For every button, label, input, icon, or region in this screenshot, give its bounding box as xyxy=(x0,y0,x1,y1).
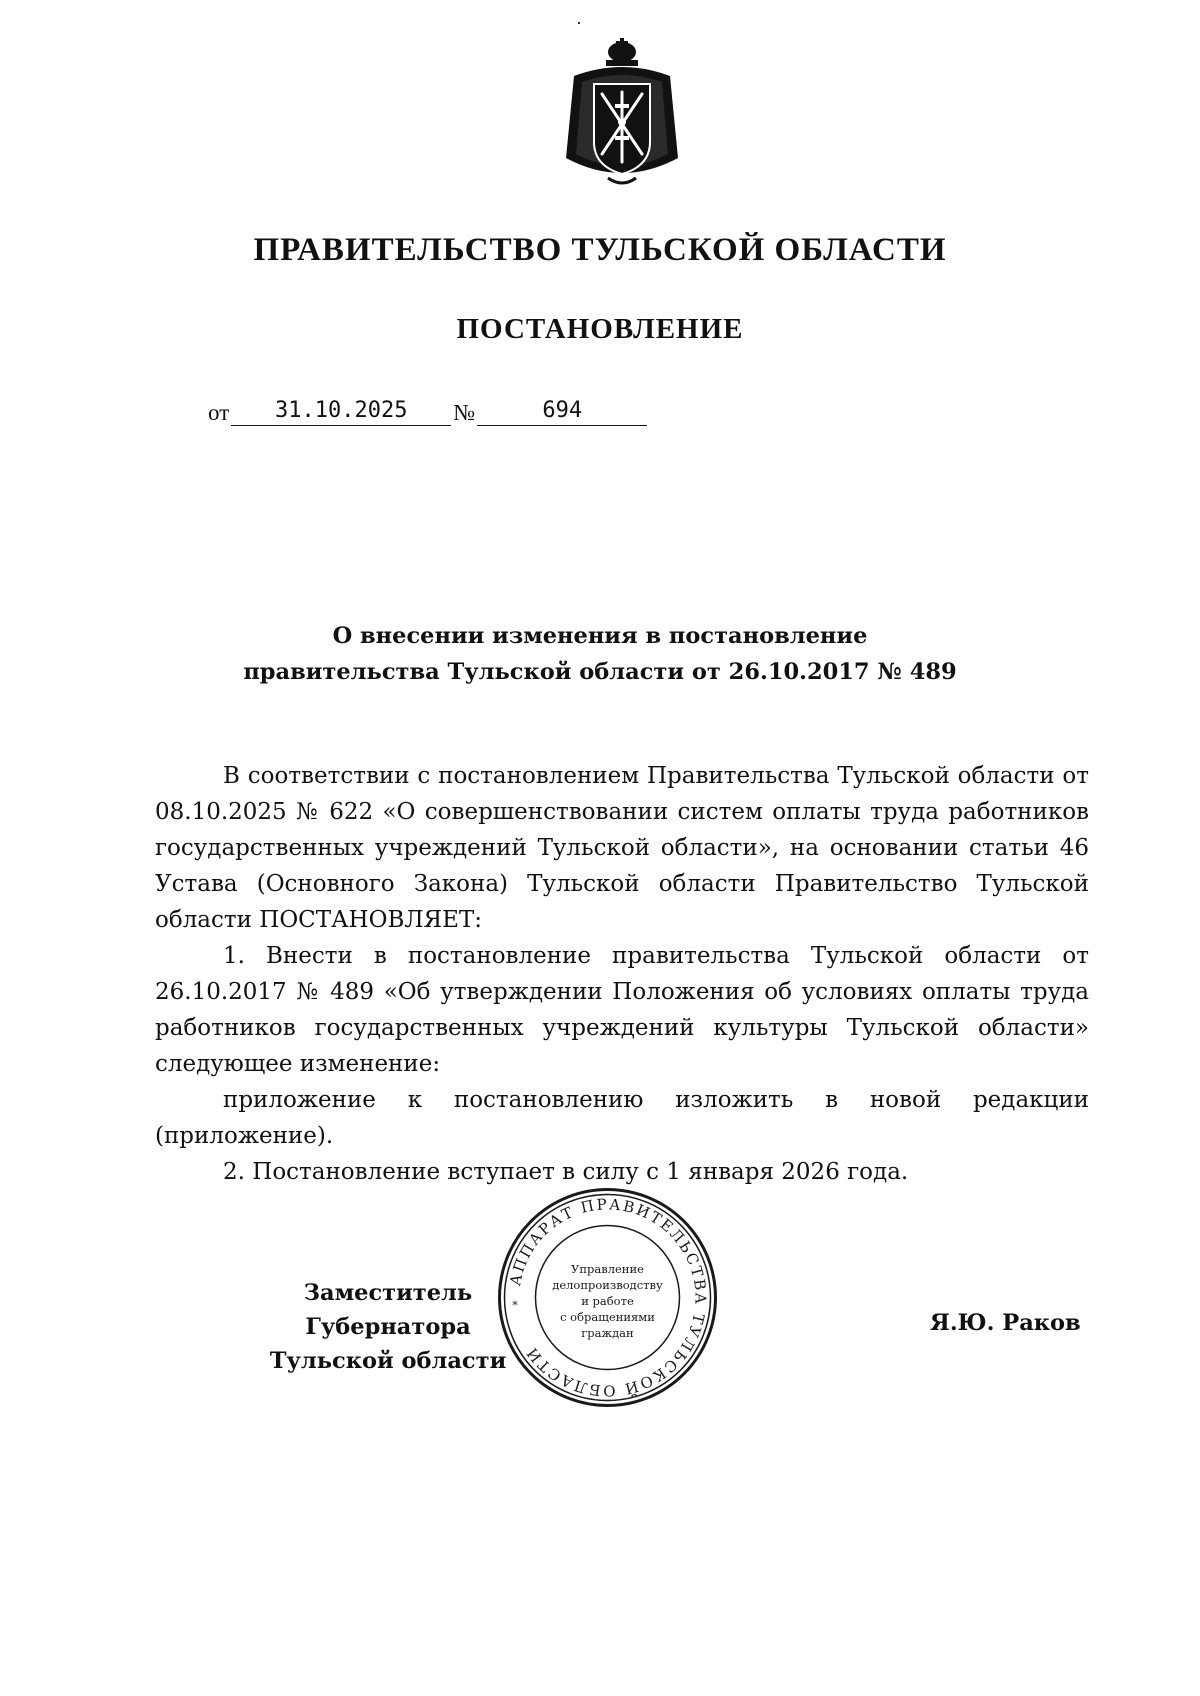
document-type: ПОСТАНОВЛЕНИЕ xyxy=(456,313,744,345)
registration-line xyxy=(206,398,647,426)
signer-position-line-1: Заместитель Губернатора xyxy=(303,1280,473,1340)
signer-position-line-2: Тульской области xyxy=(269,1348,507,1374)
coat-of-arms-icon xyxy=(560,38,684,188)
signer-position xyxy=(218,1276,558,1378)
stamp-center-line-4: с обращениями xyxy=(560,1310,655,1324)
scan-speck xyxy=(578,22,580,24)
stamp-ring-text: АППАРАТ ПРАВИТЕЛЬСТВА ТУЛЬСКОЙ ОБЛАСТИ xyxy=(506,1195,710,1400)
subject-line-2: правительства Тульской области от 26.10.2017 № 489 xyxy=(243,659,957,685)
body-paragraph-4: 2. Постановление вступает в силу с 1 января 2026 года. xyxy=(223,1159,909,1185)
document-number: 694 xyxy=(477,398,647,426)
subject-line-1: О внесении изменения в постановление xyxy=(332,623,868,649)
stamp-star-icon: * xyxy=(512,1298,518,1312)
date-prefix: от xyxy=(208,400,230,425)
body-paragraph-1: В соответствии с постановлением Правительства Тульской области от 08.10.2025 № 622 «О совершенствовании систем оплаты труда работников государственных учреждений Тульской области», на основании статьи 46 Устава (Основного Закона) Тульской области Правительство Тульской области ПОСТАНОВЛЯЕТ: xyxy=(155,763,1089,933)
government-name: ПРАВИТЕЛЬСТВО ТУЛЬСКОЙ ОБЛАСТИ xyxy=(253,232,947,268)
stamp-center-line-5: граждан xyxy=(581,1326,634,1340)
document-date: 31.10.2025 xyxy=(231,398,451,426)
stamp-center-line-1: Управление xyxy=(571,1262,644,1276)
stamp-center-line-2: делопроизводству xyxy=(552,1278,663,1292)
body-paragraph-3: приложение к постановлению изложить в новой редакции (приложение). xyxy=(155,1087,1089,1149)
document-body xyxy=(155,758,1089,1190)
document-subject xyxy=(0,618,1200,690)
stamp-center-line-3: и работе xyxy=(581,1294,634,1308)
body-paragraph-2: 1. Внести в постановление правительства Тульской области от 26.10.2017 № 489 «Об утверждении Положения об условиях оплаты труда работников государственных учреждений культуры Тульской области» следующее изменение: xyxy=(155,943,1089,1077)
number-prefix: № xyxy=(453,400,476,425)
signer-name: Я.Ю. Раков xyxy=(930,1310,1081,1336)
